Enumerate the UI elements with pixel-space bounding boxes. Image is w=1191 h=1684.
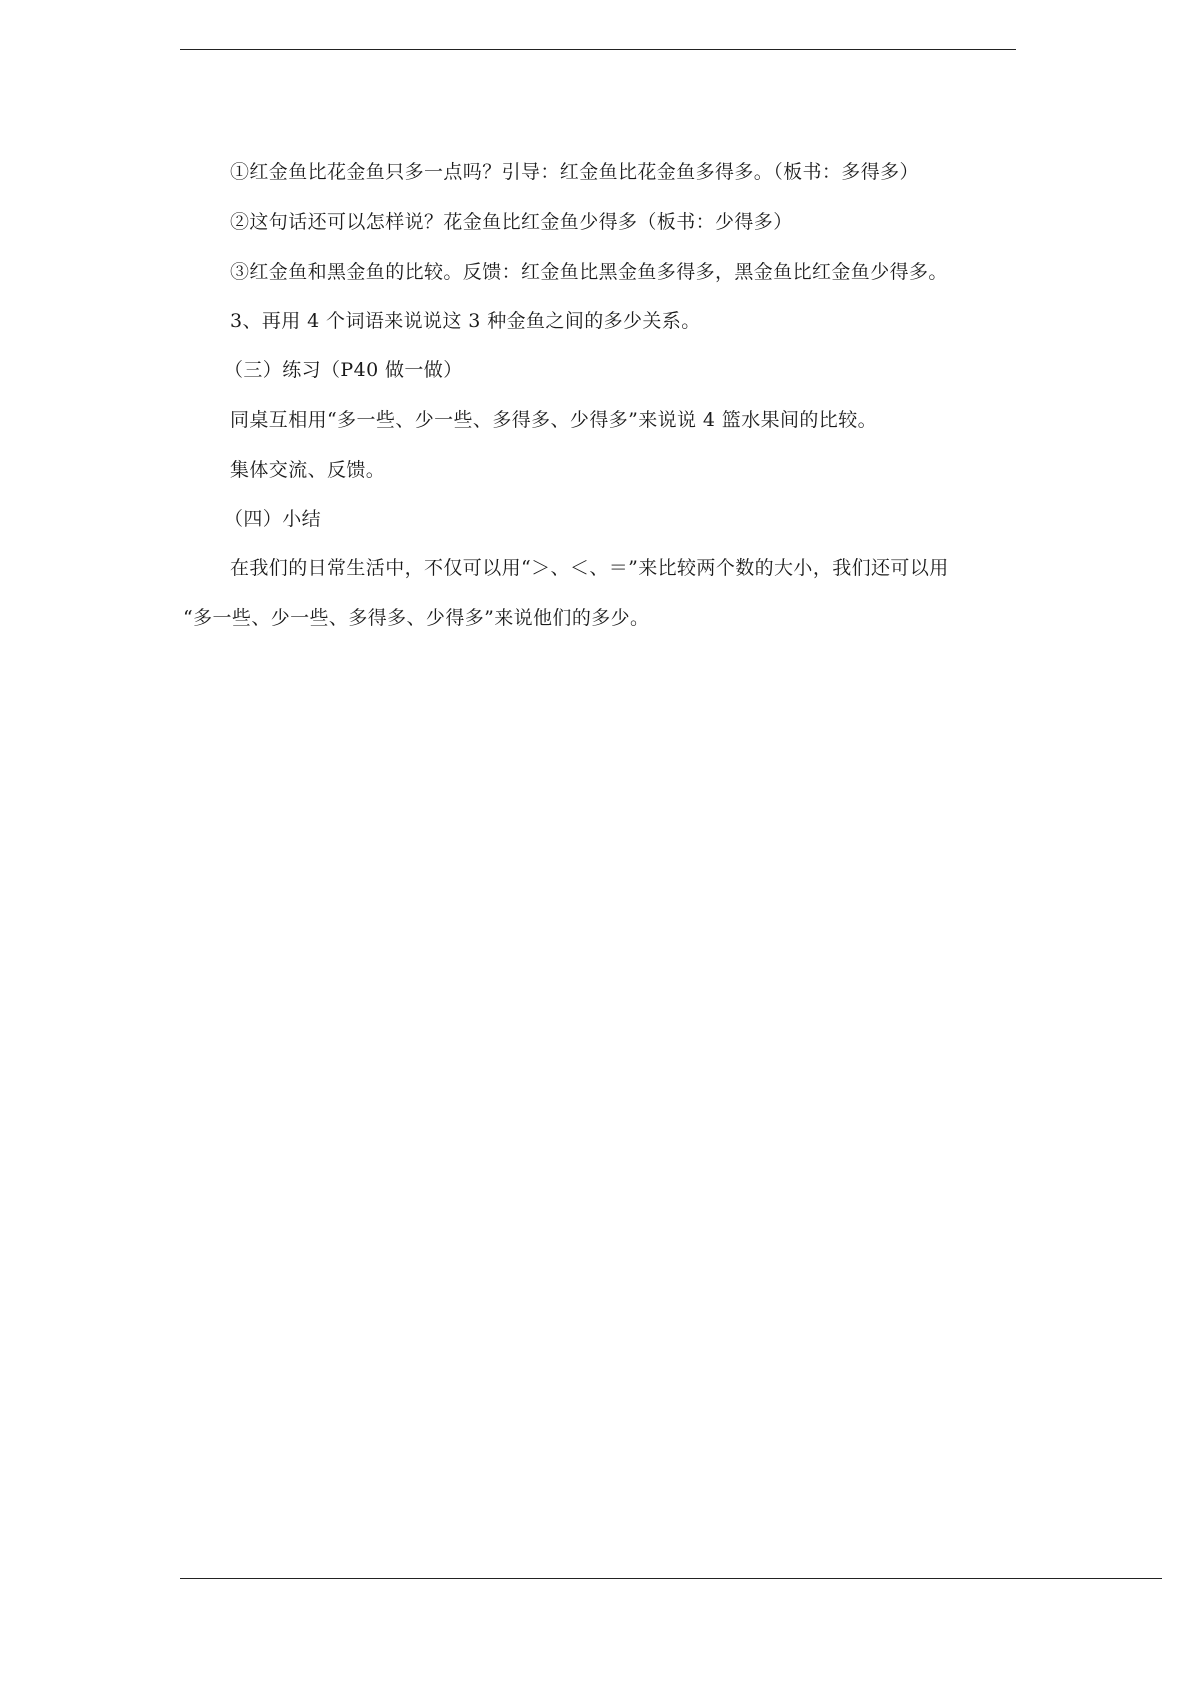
section-heading-summary: （四）小结	[224, 508, 322, 530]
paragraph-summary-line-1: 在我们的日常生活中，不仅可以用“＞、＜、＝”来比较两个数的大小，我们还可以用	[230, 557, 949, 579]
paragraph-desk-mates: 同桌互相用“多一些、少一些、多得多、少得多”来说说 4 篮水果间的比较。	[230, 409, 877, 431]
section-heading-practice: （三）练习（P40 做一做）	[224, 359, 463, 381]
footer-rule	[180, 1578, 1162, 1579]
paragraph-four-words: 3、再用 4 个词语来说说这 3 种金鱼之间的多少关系。	[230, 310, 701, 332]
paragraph-alternate-phrasing: ②这句话还可以怎样说？花金鱼比红金鱼少得多（板书：少得多）	[230, 211, 793, 233]
paragraph-compare-red-black: ③红金鱼和黑金鱼的比较。反馈：红金鱼比黑金鱼多得多，黑金鱼比红金鱼少得多。	[230, 261, 948, 283]
paragraph-summary-line-2: “多一些、少一些、多得多、少得多”来说他们的多少。	[183, 607, 650, 629]
paragraph-compare-red-flower: ①红金鱼比花金鱼只多一点吗？引导：红金鱼比花金鱼多得多。（板书：多得多）	[230, 161, 919, 183]
paragraph-group-feedback: 集体交流、反馈。	[230, 459, 386, 481]
